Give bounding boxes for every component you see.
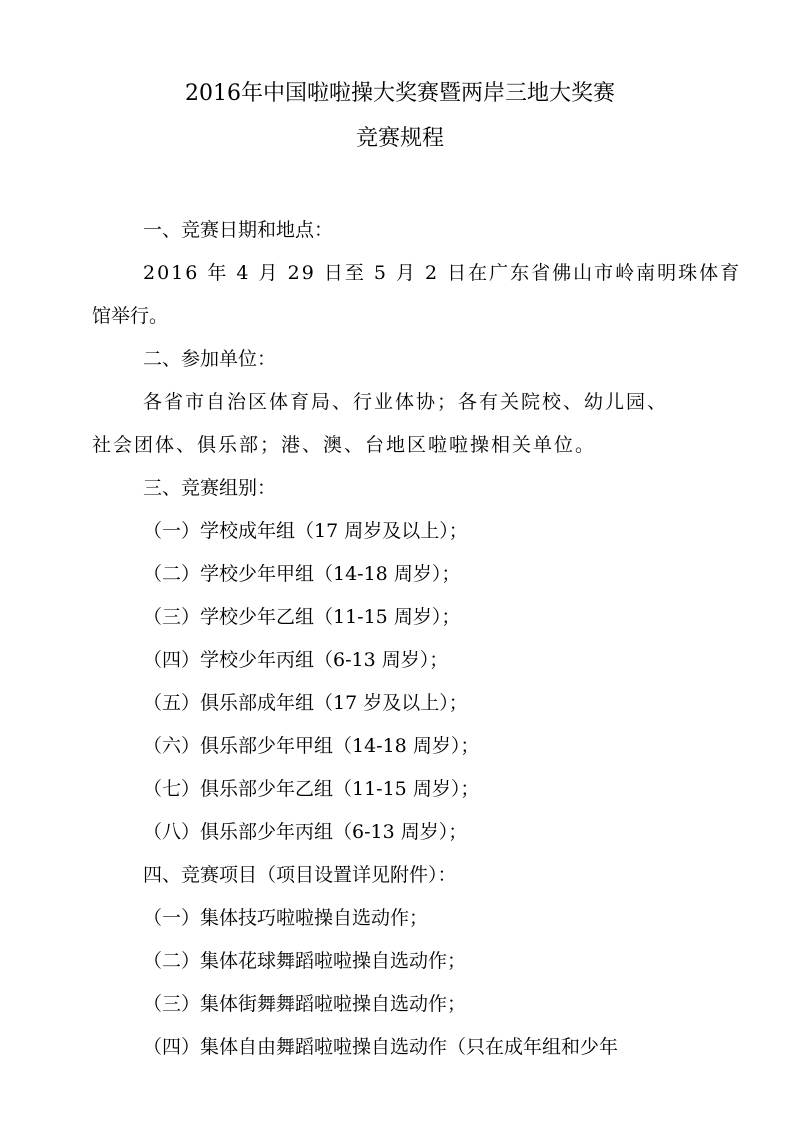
list-item-group-3: （三）学校少年乙组（11-15 周岁）； xyxy=(143,606,461,628)
section-heading-participants: 二、参加单位： xyxy=(143,348,277,370)
list-item-event-4: （四）集体自由舞蹈啦啦操自选动作（只在成年组和少年 xyxy=(143,1036,619,1058)
section-heading-events: 四、竞赛项目（项目设置详见附件）： xyxy=(143,864,457,886)
document-subtitle: 竞赛规程 xyxy=(355,126,444,151)
paragraph-participants-cont: 社会团体、俱乐部；港、澳、台地区啦啦操相关单位。 xyxy=(92,434,597,456)
paragraph-participants: 各省市自治区体育局、行业体协；各有关院校、幼儿园、 xyxy=(143,391,669,413)
list-item-event-3: （三）集体街舞舞蹈啦啦操自选动作； xyxy=(143,993,467,1015)
section-heading-date-venue: 一、竞赛日期和地点： xyxy=(143,219,334,241)
list-item-group-1: （一）学校成年组（17 周岁及以上）； xyxy=(143,520,468,542)
section-heading-groups: 三、竞赛组别： xyxy=(143,477,277,499)
list-item-event-2: （二）集体花球舞蹈啦啦操自选动作； xyxy=(143,950,467,972)
paragraph-date-venue: 2016 年 4 月 29 日至 5 月 2 日在广东省佛山市岭南明珠体育 xyxy=(143,262,742,284)
document-title: 2016年中国啦啦操大奖赛暨两岸三地大奖赛 xyxy=(185,81,615,106)
list-item-group-7: （七）俱乐部少年乙组（11-15 周岁）； xyxy=(143,778,480,800)
list-item-group-8: （八）俱乐部少年丙组（6-13 周岁）； xyxy=(143,821,468,843)
list-item-event-1: （一）集体技巧啦啦操自选动作； xyxy=(143,907,429,929)
list-item-group-4: （四）学校少年丙组（6-13 周岁）； xyxy=(143,649,449,671)
paragraph-date-venue-cont: 馆举行。 xyxy=(92,305,169,327)
list-item-group-2: （二）学校少年甲组（14-18 周岁）； xyxy=(143,563,461,585)
list-item-group-6: （六）俱乐部少年甲组（14-18 周岁）； xyxy=(143,735,480,757)
list-item-group-5: （五）俱乐部成年组（17 岁及以上）； xyxy=(143,692,468,714)
